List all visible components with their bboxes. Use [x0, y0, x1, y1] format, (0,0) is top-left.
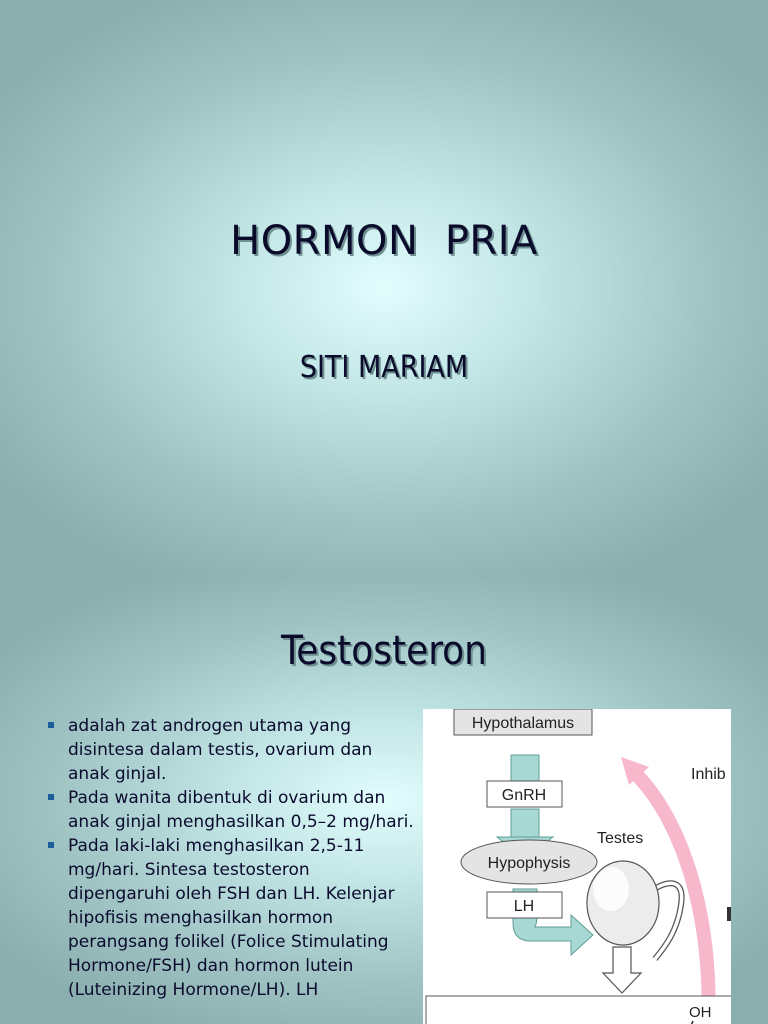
oh-label: OH	[689, 1004, 712, 1021]
bullet-item	[46, 714, 416, 786]
lh-label: LH	[513, 898, 535, 915]
bullet-text: Pada laki-laki menghasilkan 2,5-11 mg/hari. Sintesa testosteron dipengaruhi oleh FSH dan LH. Kelenjar hipofisis menghasilkan hormon perangsang folikel (Folice Stimulating Hormone/FSH) dan hormon lutein (Luteinizing Hormone/LH). LH	[68, 836, 395, 1000]
square-bullet-icon	[48, 722, 54, 728]
bullet-text: adalah zat androgen utama yang disintesa dalam testis, ovarium dan anak ginjal.	[68, 716, 373, 784]
bullet-item	[46, 834, 416, 1002]
slide-title: Testosteron	[281, 628, 487, 674]
hypophysis-label: Hypophysis	[487, 855, 571, 872]
square-bullet-icon	[48, 842, 54, 848]
bullet-text: Pada wanita dibentuk di ovarium dan anak ginjal menghasilkan 0,5–2 mg/hari.	[68, 788, 414, 832]
testes-label: Testes	[597, 830, 644, 847]
down-arrow-icon	[603, 947, 641, 993]
hypothalamus-label: Hypothalamus	[471, 715, 575, 732]
gnrh-label: GnRH	[501, 787, 547, 804]
bullet-item	[46, 786, 416, 834]
slide-title: HORMON PRIA	[230, 218, 538, 264]
cutoff-label-fragment	[727, 907, 731, 921]
diagram-svg	[423, 709, 731, 1024]
inhibition-label: Inhib	[691, 766, 726, 783]
bullet-list	[46, 714, 416, 1002]
testis-highlight	[593, 867, 629, 911]
hormone-regulation-diagram	[423, 709, 731, 1024]
testosterone-box	[426, 996, 731, 1024]
slide-2	[0, 576, 768, 1024]
flow-arrow-segment	[511, 809, 539, 837]
slide-subtitle: SITI MARIAM	[299, 350, 469, 385]
square-bullet-icon	[48, 794, 54, 800]
